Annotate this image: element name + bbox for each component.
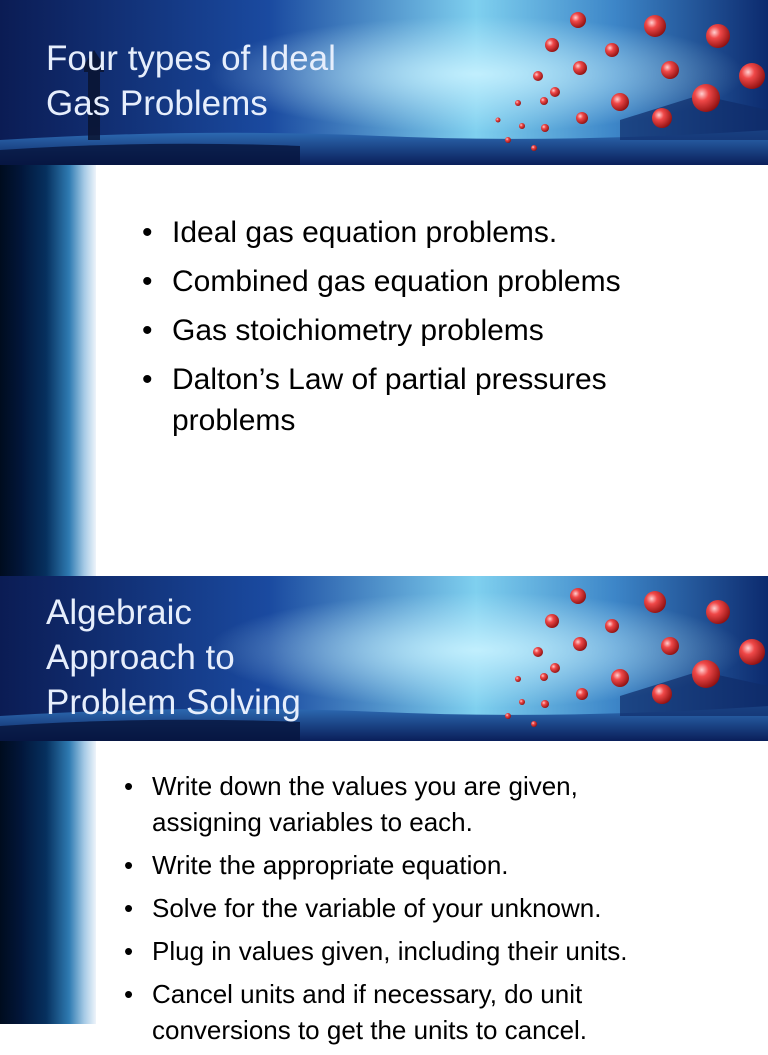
left-gradient-sidebar — [0, 165, 96, 576]
bullet-item: • Solve for the variable of your unknown. — [152, 890, 732, 926]
slide-header-banner — [0, 0, 768, 165]
bullet-item: • Write down the values you are given, assigning variables to each. — [152, 768, 652, 840]
slide-title: Algebraic Approach to Problem Solving — [46, 593, 301, 722]
bullet-item: • Ideal gas equation problems. — [172, 212, 732, 253]
slide-2 — [0, 576, 768, 1045]
bullet-item: • Combined gas equation problems — [172, 261, 732, 302]
bullet-item: • Dalton’s Law of partial pressures problems — [172, 359, 672, 441]
bullet-item: • Gas stoichiometry problems — [172, 310, 732, 351]
slide-title: Four types of Ideal Gas Problems — [46, 39, 336, 123]
bullet-item: • Cancel units and if necessary, do unit conversions to get the units to cancel. — [152, 976, 672, 1048]
slide-header-banner — [0, 576, 768, 741]
bullet-list — [172, 212, 732, 449]
bullet-list — [152, 768, 732, 1055]
bullet-item: • Plug in values given, including their units. — [152, 933, 732, 969]
bullet-item: • Write the appropriate equation. — [152, 847, 732, 883]
left-gradient-sidebar — [0, 741, 96, 1024]
